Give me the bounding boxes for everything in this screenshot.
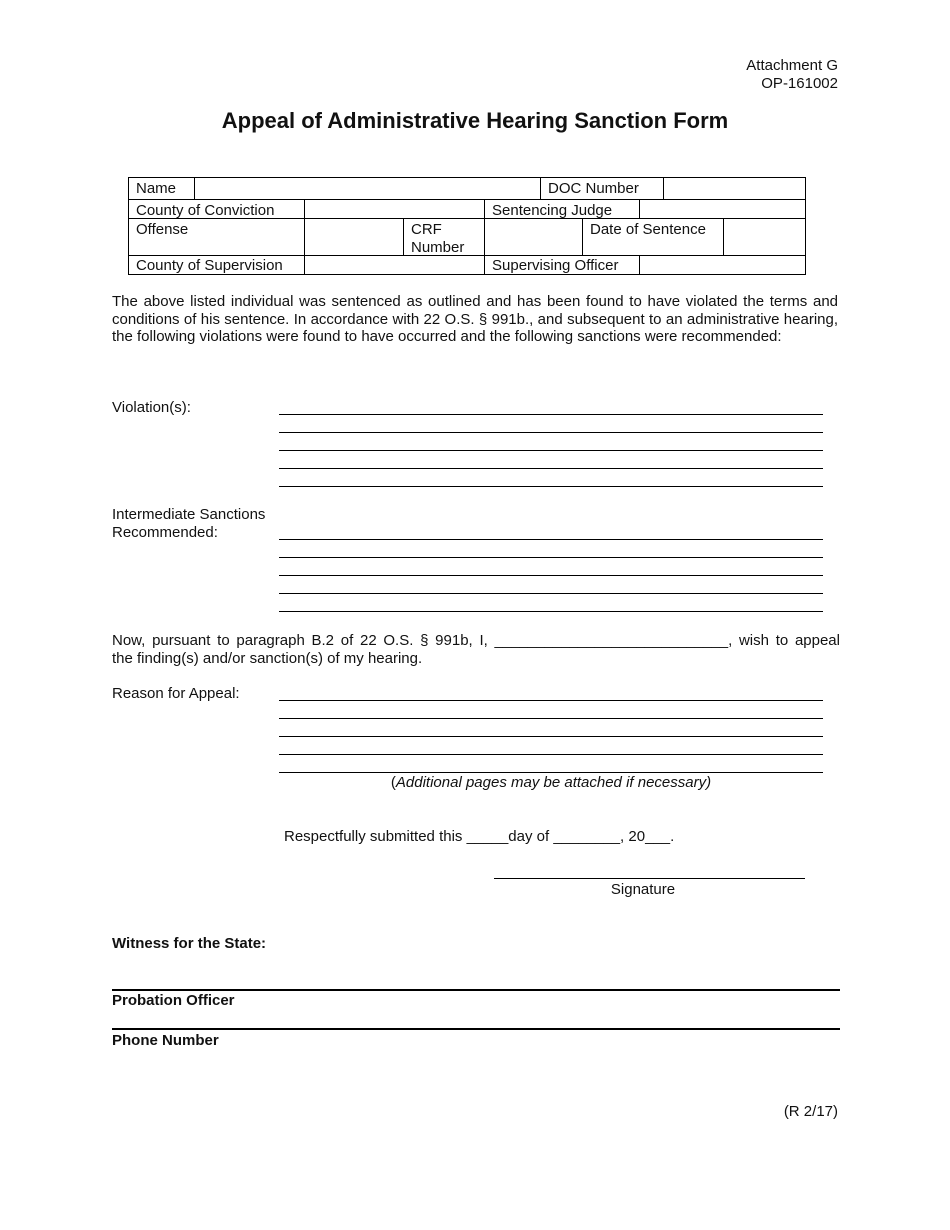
doc-number-field[interactable]: [663, 177, 806, 200]
supervising-officer-field[interactable]: [639, 255, 806, 275]
reason-line[interactable]: [279, 772, 823, 773]
county-of-supervision-field[interactable]: [304, 255, 485, 275]
county-of-supervision-label: County of Supervision: [128, 255, 305, 275]
crf-number-field[interactable]: [484, 218, 583, 256]
reason-label: Reason for Appeal:: [112, 685, 240, 702]
sanction-line[interactable]: [279, 539, 823, 540]
additional-pages-note: [279, 774, 823, 791]
supervising-officer-label: Supervising Officer: [484, 255, 640, 275]
name-field[interactable]: [194, 177, 541, 200]
reason-line[interactable]: [279, 718, 823, 719]
reason-line[interactable]: [279, 754, 823, 755]
name-label: Name: [128, 177, 195, 200]
violations-label: Violation(s):: [112, 399, 191, 416]
appeal-statement: [112, 632, 840, 668]
submitted-line: Respectfully submitted this _____day of ________, 20___.: [284, 828, 675, 845]
violation-line[interactable]: [279, 450, 823, 451]
op-number: OP-161002: [761, 75, 838, 92]
attachment-text: Attachment G: [746, 57, 838, 74]
signature-line[interactable]: [494, 878, 805, 879]
page-title: Appeal of Administrative Hearing Sanction Form: [221, 108, 729, 133]
violation-line[interactable]: [279, 468, 823, 469]
violation-line[interactable]: [279, 414, 823, 415]
sanctions-label: [112, 506, 265, 542]
crf-number-label: [403, 218, 485, 256]
county-of-conviction-label: County of Conviction: [128, 199, 305, 219]
probation-officer-rule[interactable]: [112, 1028, 840, 1030]
signature-label: Signature: [610, 881, 676, 898]
witness-label: Witness for the State:: [112, 935, 267, 952]
offense-field[interactable]: [304, 218, 404, 256]
reason-line[interactable]: [279, 736, 823, 737]
violation-line[interactable]: [279, 486, 823, 487]
date-of-sentence-field[interactable]: [723, 218, 806, 256]
sanctions-label-line2: Recommended:: [112, 524, 218, 541]
attachment-label: [746, 57, 838, 93]
additional-pages-text: Additional pages may be attached if necessary): [395, 774, 712, 791]
appeal-statement-line1: Now, pursuant to paragraph B.2 of 22 O.S. § 991b, I, ____________________________, wish to appeal: [112, 632, 840, 649]
reason-line[interactable]: [279, 700, 823, 701]
sanctions-label-line1: Intermediate Sanctions: [112, 506, 266, 523]
probation-officer-label: Probation Officer: [112, 992, 235, 1009]
appeal-statement-line2: the finding(s) and/or sanction(s) of my hearing.: [112, 650, 423, 667]
doc-number-label: DOC Number: [540, 177, 664, 200]
intro-paragraph: The above listed individual was sentenced as outlined and has been found to have violated the terms and conditions of his sentence. In accordance with 22 O.S. § 991b., and subsequent to an administrative hearing, the following violations were found to have occurred and the following sanctions were recommended:: [112, 293, 838, 346]
county-of-conviction-field[interactable]: [304, 199, 485, 219]
violation-line[interactable]: [279, 432, 823, 433]
sentencing-judge-label: Sentencing Judge: [484, 199, 640, 219]
revision-label: (R 2/17): [783, 1103, 838, 1120]
sanction-line[interactable]: [279, 611, 823, 612]
phone-number-label: Phone Number: [112, 1032, 219, 1049]
witness-rule[interactable]: [112, 989, 840, 991]
date-of-sentence-label: Date of Sentence: [582, 218, 724, 256]
crf-label-line1: CRF: [411, 221, 442, 238]
sanction-line[interactable]: [279, 557, 823, 558]
crf-label-line2: Number: [411, 239, 465, 256]
sanction-line[interactable]: [279, 593, 823, 594]
offense-label: Offense: [128, 218, 305, 256]
additional-pages-prefix: (: [390, 774, 396, 791]
sanction-line[interactable]: [279, 575, 823, 576]
sentencing-judge-field[interactable]: [639, 199, 806, 219]
